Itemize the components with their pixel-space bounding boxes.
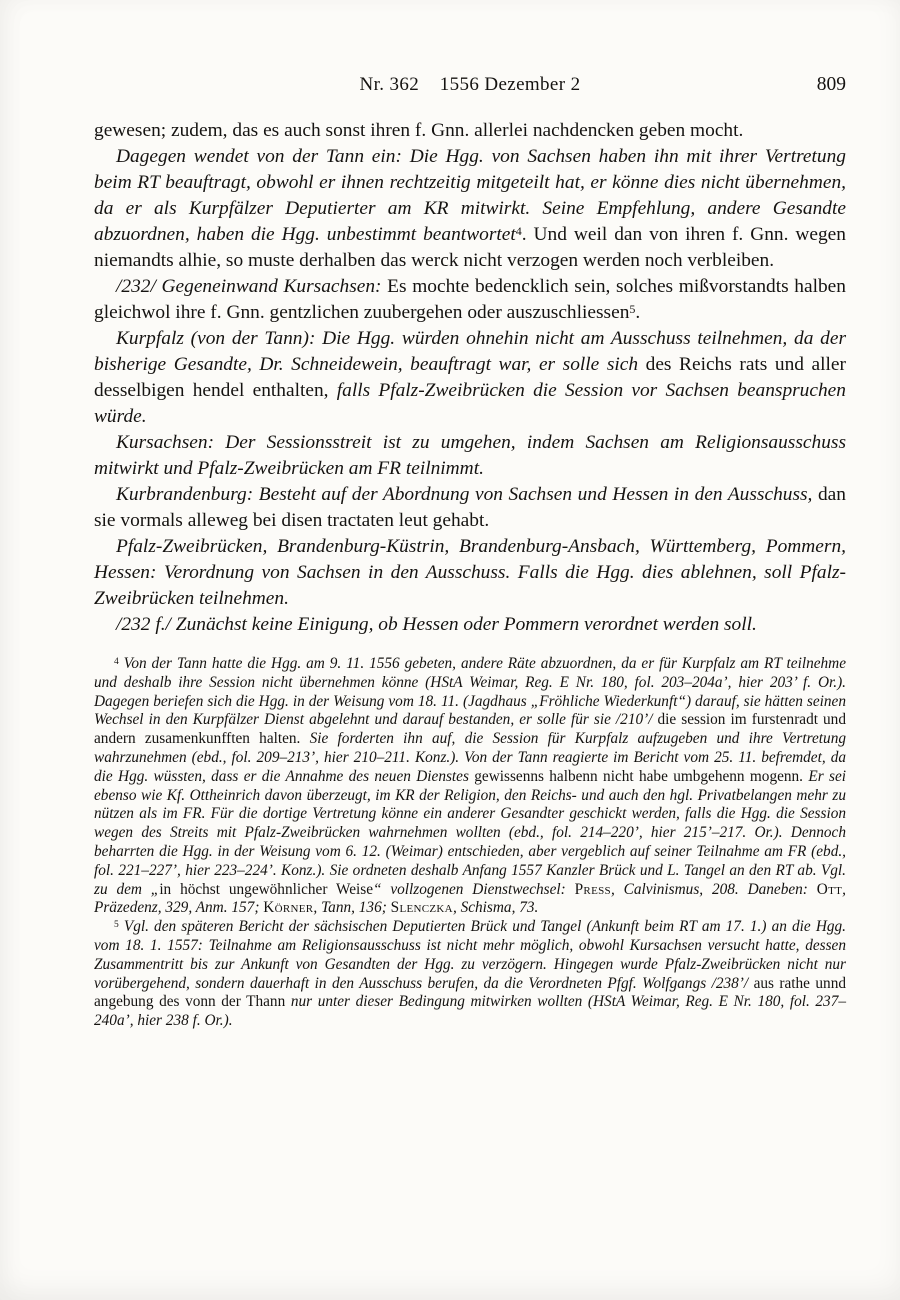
text-segment: /232/ Gegeneinwand Kursachsen: (116, 276, 382, 297)
text-segment: nur unter dieser Bedingung mitwirken wollten (HStA Weimar, Reg. E Nr. 180, fol. 237–240a’, hier 238 f. Or.). (94, 993, 846, 1030)
text-segment: Er sei ebenso wie Kf. Ottheinrich davon überzeugt, im KR der Religion, den Reichs- und auch den hgl. Privatbelangen mehr zu nützen als im FR. Für die dortige Vertretung könne ein anderer Gesandter geschickt werden, falls die Hgg. die Session wegen des Streits mit Pfalz-Zweibrücken wahrnehmen wollten (ebd., fol. 214–220’, hier 215’–217. Or.). Dennoch beharrten die Hgg. in der Weisung vom 6. 12. (Weimar) entschieden, aber vergeblich auf seiner Teilnahme am FR (ebd., fol. 221–227’, hier 223–224’. Konz.). Sie ordneten deshalb Anfang 1557 Kanzler Brück und L. Tangel an den RT ab. Vgl. zu dem „ (94, 767, 846, 898)
footnotes (94, 655, 846, 1031)
text-segment: . (635, 302, 641, 323)
running-head-title: Nr. 362 1556 Dezember 2 (359, 74, 581, 95)
text-segment: Kursachsen: Der Sessionsstreit ist zu umgehen, indem Sachsen am Religionsausschuss mitwirkt und Pfalz-Zweibrücken am FR teilnimmt. (94, 432, 846, 479)
text-segment: Kurbrandenburg: Besteht auf der Abordnung von Sachsen und Hessen in den Ausschuss, (116, 484, 813, 505)
paragraph (94, 144, 846, 274)
text-segment: gewissenns halbenn nicht habe umbgehenn mogenn. (474, 767, 804, 785)
text-segment: des Reichs rats und aller desselbigen hendel enthalten, (94, 354, 846, 401)
paragraph (94, 118, 846, 144)
paragraph (94, 274, 846, 326)
footnote-ref: 4 (114, 656, 119, 667)
text-segment: Vgl. den späteren Bericht der sächsischen Deputierten Brück und Tangel (Ankunft beim RT am 17. 1.) an die Hgg. vom 18. 1. 1557: Teilnahme am Religionsausschuss ist nicht mehr möglich, obwohl Kursachsen versucht hatte, dessen Zusammentritt bis zur Ankunft von Gesandten der Hgg. zu verzögern. Hingegen wurde Pfalz-Zweibrücken nicht nur vorübergehend, sondern dauerhaft in den Ausschuss berufen, da die Verordneten Pfgf. Wolfgangs /238’/ (94, 918, 846, 992)
footnote (94, 918, 846, 1031)
paragraph (94, 430, 846, 482)
text-segment: Von der Tann hatte die Hgg. am 9. 11. 1556 gebeten, andere Räte abzuordnen, da er für Kurpfalz am RT teilnehme und deshalb ihre Session nicht übernehmen könne (HStA Weimar, Reg. E Nr. 180, fol. 203–204a’, hier 203’ f. Or.). Dagegen beriefen sich die Hgg. in der Weisung vom 18. 11. (Jagdhaus „Fröhliche Wiederkunft“) darauf, sie hätten seinen Wechsel in den Kurpfälzer Dienst abgelehnt und darauf bestanden, er solle für sie /210’/ (94, 655, 846, 729)
text-segment: aus rathe unnd angebung des vonn der Thann (94, 974, 846, 1011)
text-segment: Dagegen wendet von der Tann ein: Die Hgg. von Sachsen haben ihn mit ihrer Vertretung beim RT beauftragt, obwohl er ihnen rechtzeitig mitgeteilt hat, er könne dies nicht übernehmen, da er als Kurpfälzer Deputierter am KR mitwirkt. Seine Empfehlung, andere Gesandte abzuordnen, haben die Hgg. unbestimmt beantwortet (94, 146, 846, 245)
text-segment: Slenczka (390, 899, 453, 917)
text-segment: “ vollzogenen Dienstwechsel: (373, 880, 575, 898)
footnote-ref: 5 (629, 301, 636, 316)
footnote-ref: 4 (515, 223, 522, 238)
text-segment: , Calvinismus, 208. Daneben: (610, 880, 817, 898)
text-segment: die session im furstenradt und andern zusamenkunfften halten. (94, 711, 846, 748)
paragraph (94, 534, 846, 612)
text-segment: . Und weil dan von ihren f. Gnn. wegen niemandts alhie, so muste derhalben das werck nicht verzogen werden noch verbleiben. (94, 224, 846, 271)
paragraph (94, 326, 846, 430)
page-number: 809 (816, 74, 846, 95)
footnote-ref: 5 (114, 919, 119, 930)
text-segment: , Tann, 136; (313, 899, 391, 917)
footnote (94, 655, 846, 918)
text-segment: Press (574, 880, 611, 898)
text-segment: gewesen; zudem, das es auch sonst ihren f. Gnn. allerlei nachdencken geben mocht. (94, 120, 744, 141)
paragraph (94, 482, 846, 534)
body-text (94, 118, 846, 638)
text-segment: , Präzedenz, 329, Anm. 157; (94, 880, 846, 917)
text-segment: Pfalz-Zweibrücken, Brandenburg-Küstrin, Brandenburg-Ansbach, Württemberg, Pommern, Hessen: Verordnung von Sachsen in den Ausschuss. Falls die Hgg. dies ablehnen, soll Pfalz-Zweibrücken teilnehmen. (94, 536, 846, 609)
text-segment: /232 f./ Zunächst keine Einigung, ob Hessen oder Pommern verordnet werden soll. (116, 614, 757, 635)
text-segment: dan sie vormals alleweg bei disen tractaten leut gehabt. (94, 484, 846, 531)
text-segment: Es mochte bedencklich sein, solches mißvorstandts halben gleichwol ihre f. Gnn. gentzlichen zuubergehen oder auszuschliessen (94, 276, 846, 323)
text-segment: Sie forderten ihn auf, die Session für Kurpfalz aufzugeben und ihre Vertretung wahrzunehmen (ebd., fol. 209–213’, hier 210–211. Konz.). Von der Tann reagierte im Bericht vom 25. 11. befremdet, da die Hgg. wüssten, dass er die Annahme des neuen Dienstes (94, 730, 846, 785)
text-segment: Körner (263, 899, 314, 917)
running-head (94, 74, 846, 102)
page-content (94, 74, 846, 1031)
text-segment: Kurpfalz (von der Tann): Die Hgg. würden ohnehin nicht am Ausschuss teilnehmen, da der bisherige Gesandte, Dr. Schneidewein, beauftragt war, er solle sich (94, 328, 846, 375)
paragraph (94, 612, 846, 638)
text-segment: in höchst ungewöhnlicher Weise (159, 880, 373, 898)
text-segment: Ott (816, 880, 843, 898)
text-segment: falls Pfalz-Zweibrücken die Session vor Sachsen beanspruchen würde. (94, 380, 846, 427)
text-segment: , Schisma, 73. (452, 899, 539, 917)
